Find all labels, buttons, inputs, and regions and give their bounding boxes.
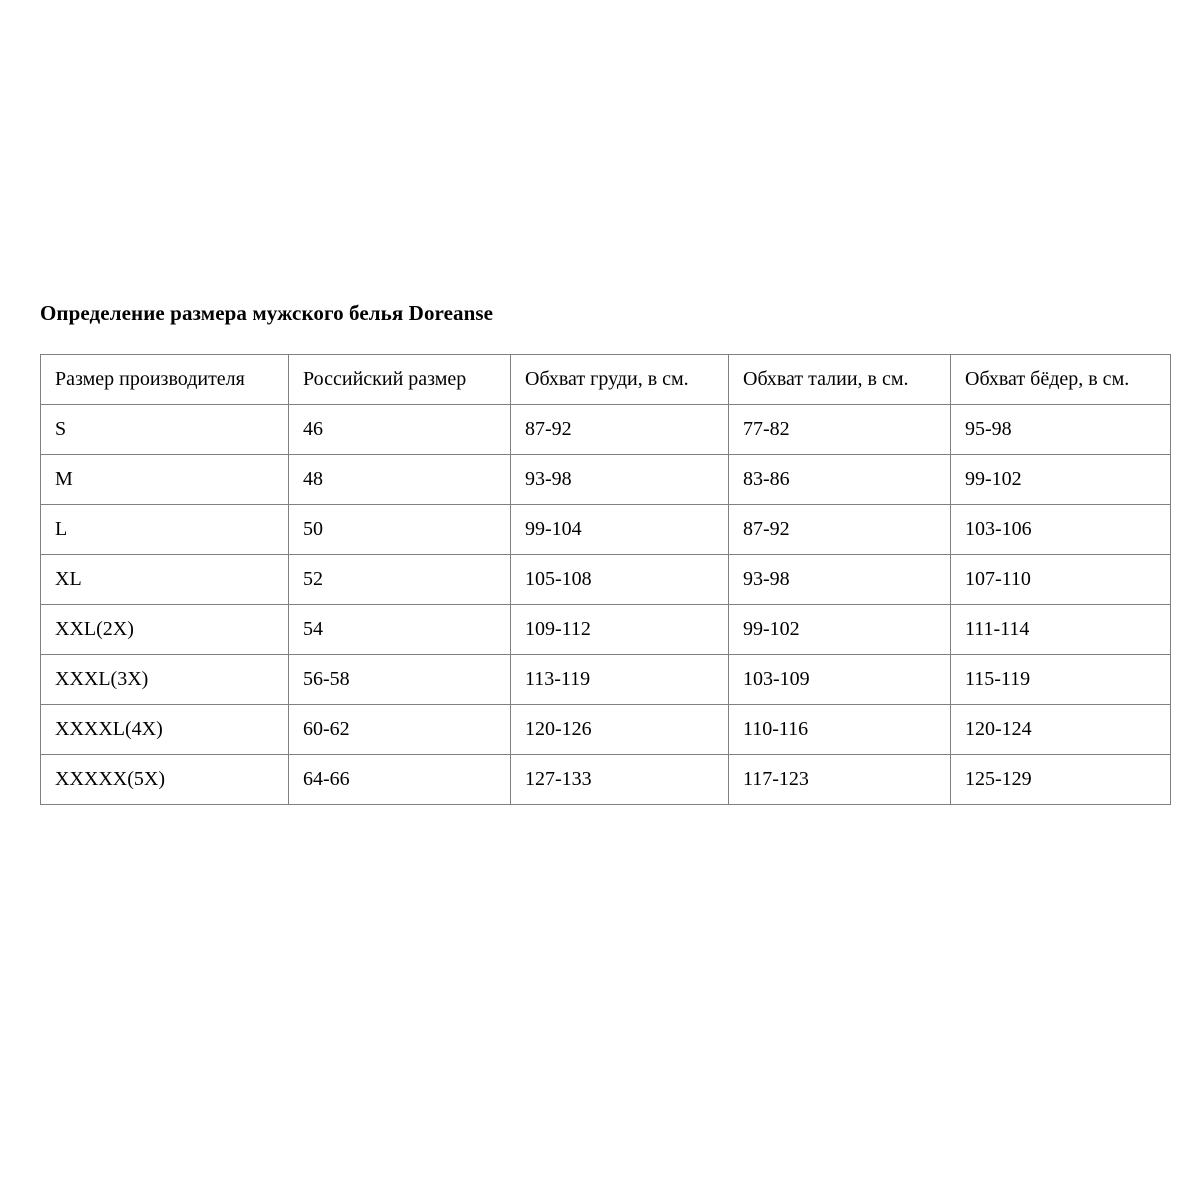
table-cell: 83-86 [729,455,951,505]
table-cell: XXL(2X) [41,605,289,655]
table-row [41,655,1171,705]
table-cell: 95-98 [951,405,1171,455]
column-header-manufacturer-size: Размер производителя [41,355,289,405]
table-cell: 99-104 [511,505,729,555]
column-header-russian-size: Российский размер [289,355,511,405]
table-cell: 93-98 [511,455,729,505]
table-cell: XXXL(3X) [41,655,289,705]
table-cell: 99-102 [729,605,951,655]
table-cell: 105-108 [511,555,729,605]
table-cell: 87-92 [511,405,729,455]
column-header-waist: Обхват талии, в см. [729,355,951,405]
table-cell: XL [41,555,289,605]
table-row [41,705,1171,755]
table-cell: 50 [289,505,511,555]
table-row [41,605,1171,655]
table-cell: 64-66 [289,755,511,805]
table-cell: 99-102 [951,455,1171,505]
column-header-chest: Обхват груди, в см. [511,355,729,405]
table-cell: M [41,455,289,505]
table-cell: 103-109 [729,655,951,705]
table-cell: 120-124 [951,705,1171,755]
table-cell: 52 [289,555,511,605]
column-header-hips: Обхват бёдер, в см. [951,355,1171,405]
table-cell: 87-92 [729,505,951,555]
page-title: Определение размера мужского белья Doreanse [40,301,494,325]
table-cell: 120-126 [511,705,729,755]
table-cell: S [41,405,289,455]
table-cell: 93-98 [729,555,951,605]
table-row [41,755,1171,805]
table-cell: 54 [289,605,511,655]
table-cell: 110-116 [729,705,951,755]
table-cell: 125-129 [951,755,1171,805]
table-cell: XXXXX(5X) [41,755,289,805]
table-cell: 60-62 [289,705,511,755]
table-header-row [41,355,1171,405]
table-cell: 56-58 [289,655,511,705]
size-table [40,354,1171,805]
table-cell: 109-112 [511,605,729,655]
table-row [41,455,1171,505]
table-cell: XXXXL(4X) [41,705,289,755]
table-cell: 107-110 [951,555,1171,605]
table-cell: 113-119 [511,655,729,705]
table-cell: 127-133 [511,755,729,805]
table-cell: 115-119 [951,655,1171,705]
table-cell: L [41,505,289,555]
table-cell: 46 [289,405,511,455]
table-cell: 117-123 [729,755,951,805]
table-cell: 111-114 [951,605,1171,655]
table-row [41,405,1171,455]
table-cell: 103-106 [951,505,1171,555]
table-cell: 48 [289,455,511,505]
table-cell: 77-82 [729,405,951,455]
table-row [41,555,1171,605]
table-row [41,505,1171,555]
